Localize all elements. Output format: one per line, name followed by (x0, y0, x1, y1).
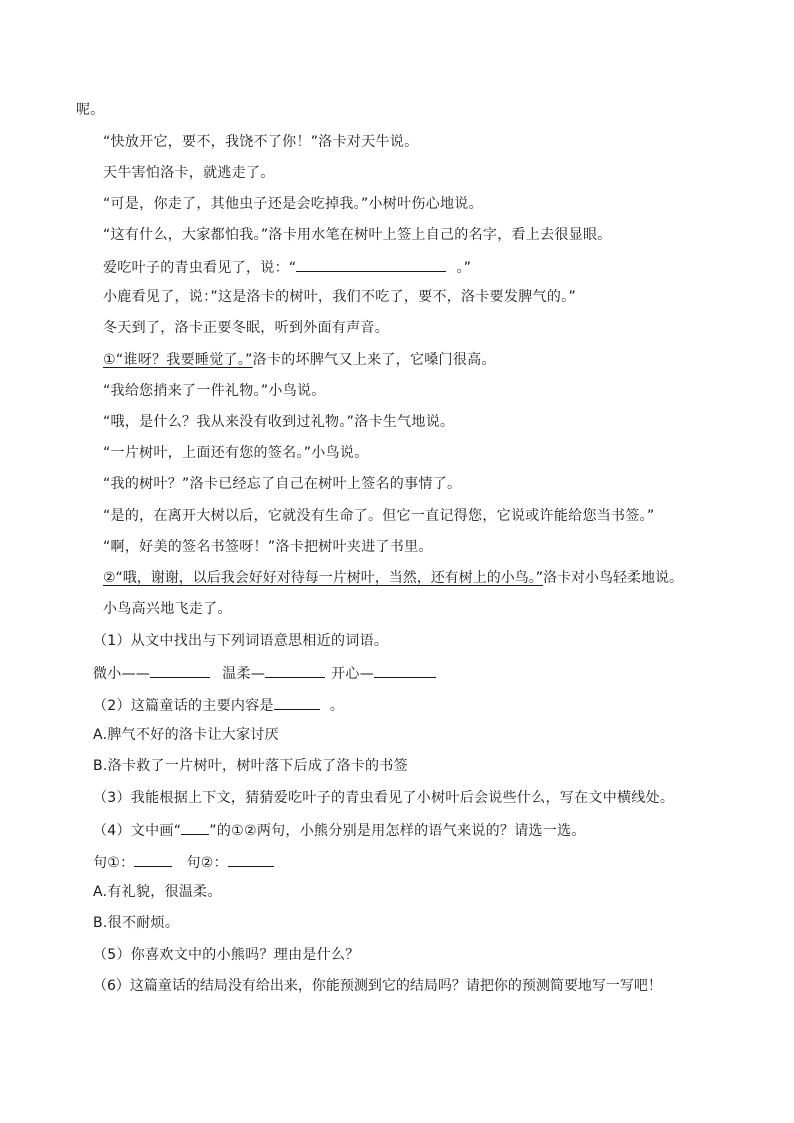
answer-blank[interactable] (296, 256, 446, 272)
question-3: （3）我能根据上下文，猜猜爱吃叶子的青虫看见了小树叶后会说些什么，写在文中横线处。 (93, 790, 675, 806)
answer-blank[interactable] (374, 662, 436, 678)
sentence-label: 句②： (186, 855, 228, 871)
story-line: “我给您捎来了一件礼物。”小鸟说。 (103, 383, 326, 399)
question-text: 。 (329, 698, 345, 714)
story-line: 小鸟高兴地飞走了。 (103, 601, 232, 617)
question-text: （4）文中画“ (93, 823, 182, 839)
question-text: ”的①②两句，小熊分别是用怎样的语气来说的？请选一选。 (209, 823, 586, 839)
question-1-words (93, 662, 436, 684)
option-b: B.很不耐烦。 (93, 915, 180, 931)
option-a: A.有礼貌，很温柔。 (93, 884, 222, 900)
story-line: “哦，是什么？我从来没有收到过礼物。”洛卡生气地说。 (103, 414, 455, 430)
story-line-marked (103, 568, 683, 588)
story-line: “一片树叶，上面还有您的签名。”小鸟说。 (103, 445, 369, 461)
story-line: 呢。 (76, 102, 105, 118)
option-b: B.洛卡救了一片树叶，树叶落下后成了洛卡的书签 (93, 758, 408, 774)
answer-blank[interactable] (274, 694, 320, 710)
question-5: （5）你喜欢文中的小熊吗？理由是什么？ (93, 947, 360, 963)
word-prompt: 温柔— (222, 666, 266, 682)
question-4 (93, 819, 586, 841)
sentence-label: 句①： (93, 855, 135, 871)
question-1: （1）从文中找出与下列词语意思相近的词语。 (93, 633, 389, 649)
story-text: 洛卡对小鸟轻柔地说。 (543, 570, 684, 586)
question-text: （2）这篇童话的主要内容是 (93, 698, 274, 714)
question-6: （6）这篇童话的结局没有给出来，你能预测到它的结局吗？请把你的预测简要地写一写吧！ (93, 978, 662, 994)
question-4-answers (93, 851, 274, 873)
story-line: “我的树叶？”洛卡已经忘了自己在树叶上签名的事情了。 (103, 476, 462, 492)
story-line-marked (103, 350, 496, 370)
underlined-sentence-2: ②“哦，谢谢，以后我会好好对待每一片树叶，当然，还有树上的小鸟。” (103, 570, 544, 586)
answer-blank[interactable] (134, 851, 172, 867)
word-prompt: 微小—— (93, 666, 151, 682)
question-2 (93, 694, 344, 716)
story-line: “快放开它，要不，我饶不了你！”洛卡对天牛说。 (103, 134, 419, 150)
story-text: 洛卡的坏脾气又上来了，它嗓门很高。 (252, 352, 496, 368)
story-line: “是的，在离开大树以后，它就没有生命了。但它一直记得您，它说或许能给您当书签。” (103, 508, 655, 524)
story-line: 冬天到了，洛卡正要冬眠，听到外面有声音。 (103, 320, 389, 336)
answer-blank[interactable] (228, 851, 274, 867)
option-a: A.脾气不好的洛卡让大家讨厌 (93, 727, 279, 743)
word-prompt: 开心— (331, 666, 375, 682)
story-text: 爱吃叶子的青虫看见了，说：“ (103, 260, 297, 276)
story-line: 天牛害怕洛卡，就逃走了。 (103, 165, 275, 181)
story-line: “可是，你走了，其他虫子还是会吃掉我。”小树叶伤心地说。 (103, 196, 483, 212)
underline-sample (181, 819, 209, 835)
story-line: “这有什么，大家都怕我。”洛卡用水笔在树叶上签上自己的名字，看上去很显眼。 (103, 227, 612, 243)
story-line: 小鹿看见了，说：”这是洛卡的树叶，我们不吃了，要不，洛卡要发脾气的。” (103, 289, 577, 305)
story-text: 。” (456, 260, 472, 276)
story-line-with-blank (103, 256, 471, 278)
answer-blank[interactable] (265, 662, 325, 678)
underlined-sentence-1: ①“谁呀？我要睡觉了。” (103, 352, 253, 368)
story-line: “啊，好美的签名书签呀！”洛卡把树叶夹进了书里。 (103, 539, 433, 555)
answer-blank[interactable] (150, 662, 210, 678)
